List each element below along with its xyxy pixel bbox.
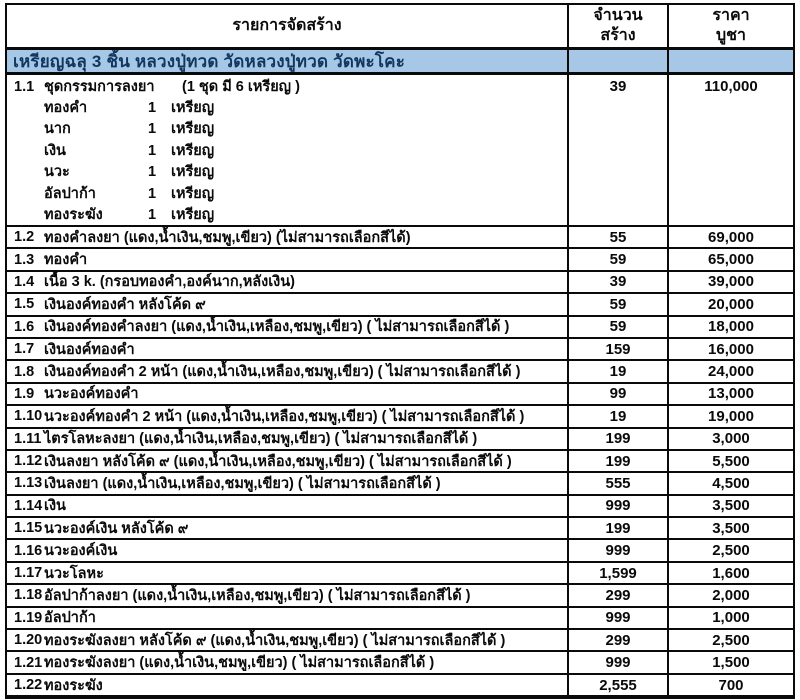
header-price-column [667, 5, 793, 47]
row-name: เงินลงยา (แดง,น้ำเงิน,เหลือง,ชมพู,เขียว) ( ไม่สามารถเลือกสีได้ ) [44, 476, 441, 492]
row-number: 1.19 [14, 609, 43, 626]
row-description-cell [7, 675, 567, 695]
table-row [7, 652, 793, 674]
price-table [5, 3, 795, 699]
row-name: นวะองค์เงิน [44, 543, 118, 560]
row-number: 1.12 [14, 453, 43, 470]
row-price-value: 1,600 [667, 563, 793, 583]
row-name: เงิน [44, 498, 66, 515]
row-price-value: 3,500 [667, 496, 793, 516]
set-row-price: 110,000 [667, 75, 793, 225]
set-item-line [7, 184, 567, 205]
row-qty-value: 19 [567, 361, 667, 381]
row-description-cell [7, 451, 567, 471]
row-qty-value: 555 [567, 473, 667, 493]
row-number: 1.9 [14, 385, 35, 402]
row-price-value: 2,000 [667, 585, 793, 605]
set-item-line [7, 98, 567, 119]
set-item-line [7, 141, 567, 162]
set-item-line [7, 119, 567, 140]
row-name: เงินลงยา หลังโค้ด ๙ (แดง,น้ำเงิน,เหลือง,ชมพู,เขียว) ( ไม่สามารถเลือกสีได้ ) [44, 453, 512, 470]
row-name: นวะองค์เงิน หลังโค้ด ๙ [44, 520, 189, 537]
section-title: เหรียญฉลุ 3 ชิ้น หลวงปู่ทวด วัดหลวงปู่ทวด วัดพะโคะ [7, 50, 567, 72]
header-price-line2: บูชา [716, 27, 746, 44]
material-unit: เหรียญ [171, 142, 215, 159]
row-price-value: 19,000 [667, 406, 793, 426]
row-price-value: 2,500 [667, 630, 793, 650]
row-price-value: 4,500 [667, 473, 793, 493]
material-name: ทองคำ [44, 100, 88, 116]
set-row-name: ชุดกรรมการลงยา [44, 79, 155, 95]
material-unit: เหรียญ [171, 100, 215, 116]
table-row [7, 630, 793, 652]
row-qty-value: 99 [567, 384, 667, 404]
row-qty-value: 199 [567, 518, 667, 538]
row-name: ทองคำ [44, 252, 88, 269]
row-description-cell [7, 249, 567, 269]
material-unit: เหรียญ [171, 185, 215, 202]
row-number: 1.4 [14, 273, 35, 290]
table-header-row [7, 5, 793, 50]
table-row [7, 451, 793, 473]
row-qty-value: 999 [567, 496, 667, 516]
section-band [7, 50, 793, 75]
table-row [7, 429, 793, 451]
table-row [7, 608, 793, 630]
row-price-value: 3,000 [667, 429, 793, 449]
table-row [7, 518, 793, 540]
material-name: ทองระฆัง [44, 207, 103, 224]
row-price-value: 13,000 [667, 384, 793, 404]
row-number: 1.20 [14, 632, 43, 649]
row-number: 1.11 [14, 430, 42, 447]
row-price-value: 3,500 [667, 518, 793, 538]
row-price-value: 2,500 [667, 540, 793, 560]
table-row [7, 563, 793, 585]
row-name: นวะองค์ทองคำ [44, 386, 139, 403]
row-description-cell [7, 317, 567, 337]
header-qty-line2: สร้าง [600, 27, 636, 44]
row-name: อัลปาก้า [44, 610, 96, 627]
set-row-1-1 [7, 75, 793, 227]
row-description-cell [7, 496, 567, 516]
row-number: 1.18 [14, 587, 43, 604]
row-price-value: 1,000 [667, 608, 793, 628]
material-unit: เหรียญ [171, 207, 215, 224]
header-item-column [7, 5, 567, 47]
material-qty: 1 [147, 164, 157, 181]
material-name: เงิน [44, 142, 66, 159]
row-name: นวะองค์ทองคำ 2 หน้า (แดง,น้ำเงิน,เหลือง,ชมพู,เขียว) ( ไม่สามารถเลือกสีได้ ) [44, 408, 525, 425]
table-row [7, 496, 793, 518]
row-qty-value: 199 [567, 429, 667, 449]
row-qty-value: 19 [567, 406, 667, 426]
row-qty-value: 159 [567, 339, 667, 359]
row-name: เงินองค์ทองคำ [44, 341, 135, 358]
row-name: ทองระฆังลงยา หลังโค้ด ๙ (แดง,น้ำเงิน,ชมพู,เขียว) ( ไม่สามารถเลือกสีได้ ) [44, 632, 506, 649]
row-price-value: 24,000 [667, 361, 793, 381]
row-number: 1.13 [14, 475, 43, 492]
row-description-cell [7, 406, 567, 426]
row-price-value: 39,000 [667, 272, 793, 292]
row-description-cell [7, 518, 567, 538]
material-unit: เหรียญ [171, 164, 215, 181]
material-name: อัลปาก้า [44, 185, 96, 202]
row-description-cell [7, 540, 567, 560]
row-price-value: 16,000 [667, 339, 793, 359]
row-qty-value: 999 [567, 652, 667, 672]
section-price-cell [667, 50, 793, 72]
row-qty-value: 1,599 [567, 563, 667, 583]
set-items-list [7, 98, 567, 225]
row-price-value: 65,000 [667, 249, 793, 269]
set-row-main-line [7, 77, 567, 98]
set-row-description [7, 75, 567, 225]
header-price-line1: ราคา [712, 7, 750, 24]
header-item-label: รายการจัดสร้าง [232, 17, 342, 34]
material-qty: 1 [147, 121, 157, 138]
row-price-value: 5,500 [667, 451, 793, 471]
row-name: เงินองค์ทองคำลงยา (แดง,น้ำเงิน,เหลือง,ชมพู,เขียว) ( ไม่สามารถเลือกสีได้ ) [44, 319, 510, 336]
row-qty-value: 2,555 [567, 675, 667, 695]
row-description-cell [7, 339, 567, 359]
row-price-value: 18,000 [667, 317, 793, 337]
row-number: 1.16 [14, 542, 43, 559]
material-name: นาก [44, 121, 71, 138]
row-number: 1.7 [14, 341, 35, 358]
row-name: ไตรโลหะลงยา (แดง,น้ำเงิน,เหลือง,ชมพู,เขียว) ( ไม่สามารถเลือกสีได้ ) [44, 431, 478, 448]
row-description-cell [7, 585, 567, 605]
row-description-cell [7, 473, 567, 493]
row-number: 1.6 [14, 318, 35, 335]
row-qty-value: 999 [567, 608, 667, 628]
row-name: นวะโลหะ [44, 565, 104, 582]
row-name: เงินองค์ทองคำ 2 หน้า (แดง,น้ำเงิน,เหลือง,ชมพู,เขียว) ( ไม่สามารถเลือกสีได้ ) [44, 364, 521, 381]
row-qty-value: 999 [567, 540, 667, 560]
row-description-cell [7, 563, 567, 583]
row-number: 1.21 [14, 654, 43, 671]
table-row [7, 227, 793, 249]
row-number: 1.17 [14, 565, 43, 582]
table-row [7, 361, 793, 383]
section-qty-cell [567, 50, 667, 72]
row-name: อัลปาก้าลงยา (แดง,น้ำเงิน,เหลือง,ชมพู,เขียว) ( ไม่สามารถเลือกสีได้ ) [44, 587, 471, 604]
row-description-cell [7, 429, 567, 449]
material-qty: 1 [147, 185, 157, 202]
table-row [7, 384, 793, 406]
set-item-line [7, 205, 567, 225]
row-number: 1.14 [14, 497, 43, 514]
table-row [7, 675, 793, 697]
row-description-cell [7, 272, 567, 292]
row-number: 1.5 [14, 296, 35, 313]
row-description-cell [7, 384, 567, 404]
header-qty-line1: จำนวน [593, 7, 643, 24]
row-number: 1.3 [14, 251, 35, 268]
table-row [7, 406, 793, 428]
row-price-value: 69,000 [667, 227, 793, 247]
set-row-qty: 39 [567, 75, 667, 225]
row-name: ทองระฆัง [44, 677, 103, 694]
table-row [7, 585, 793, 607]
material-qty: 1 [147, 207, 157, 224]
row-qty-value: 299 [567, 585, 667, 605]
row-description-cell [7, 361, 567, 381]
data-rows-container [7, 227, 793, 697]
set-row-note: (1 ชุด มี 6 เหรียญ ) [182, 79, 300, 95]
row-description-cell [7, 630, 567, 650]
row-number: 1.15 [14, 520, 43, 537]
material-qty: 1 [147, 142, 157, 159]
row-description-cell [7, 608, 567, 628]
row-number: 1.2 [14, 229, 35, 246]
table-row [7, 294, 793, 316]
table-row [7, 473, 793, 495]
material-name: นวะ [44, 164, 70, 181]
table-row [7, 540, 793, 562]
row-qty-value: 59 [567, 294, 667, 314]
row-description-cell [7, 294, 567, 314]
row-name: เงินองค์ทองคำ หลังโค้ด ๙ [44, 296, 206, 313]
row-number: 1.8 [14, 363, 35, 380]
row-qty-value: 299 [567, 630, 667, 650]
row-number: 1.22 [14, 677, 43, 693]
row-description-cell [7, 227, 567, 247]
row-qty-value: 59 [567, 249, 667, 269]
material-unit: เหรียญ [171, 121, 215, 138]
set-item-line [7, 162, 567, 183]
table-row [7, 272, 793, 294]
material-qty: 1 [147, 100, 157, 116]
row-qty-value: 59 [567, 317, 667, 337]
row-name: ทองระฆังลงยา (แดง,น้ำเงิน,ชมพู,เขียว) ( ไม่สามารถเลือกสีได้ ) [44, 655, 435, 672]
row-description-cell [7, 652, 567, 672]
row-price-value: 20,000 [667, 294, 793, 314]
table-row [7, 249, 793, 271]
header-qty-column [567, 5, 667, 47]
row-number: 1.10 [14, 408, 43, 425]
row-price-value: 1,500 [667, 652, 793, 672]
row-price-value: 700 [667, 675, 793, 695]
row-name: ทองคำลงยา (แดง,น้ำเงิน,ชมพู,เขียว) (ไม่สามารถเลือกสีได้) [44, 229, 411, 246]
row-name: เนื้อ 3 k. (กรอบทองคำ,องค์นาก,หลังเงิน) [44, 274, 295, 291]
table-row [7, 339, 793, 361]
table-row [7, 317, 793, 339]
row-qty-value: 55 [567, 227, 667, 247]
row-qty-value: 199 [567, 451, 667, 471]
row-qty-value: 39 [567, 272, 667, 292]
row-number: 1.1 [14, 79, 35, 95]
